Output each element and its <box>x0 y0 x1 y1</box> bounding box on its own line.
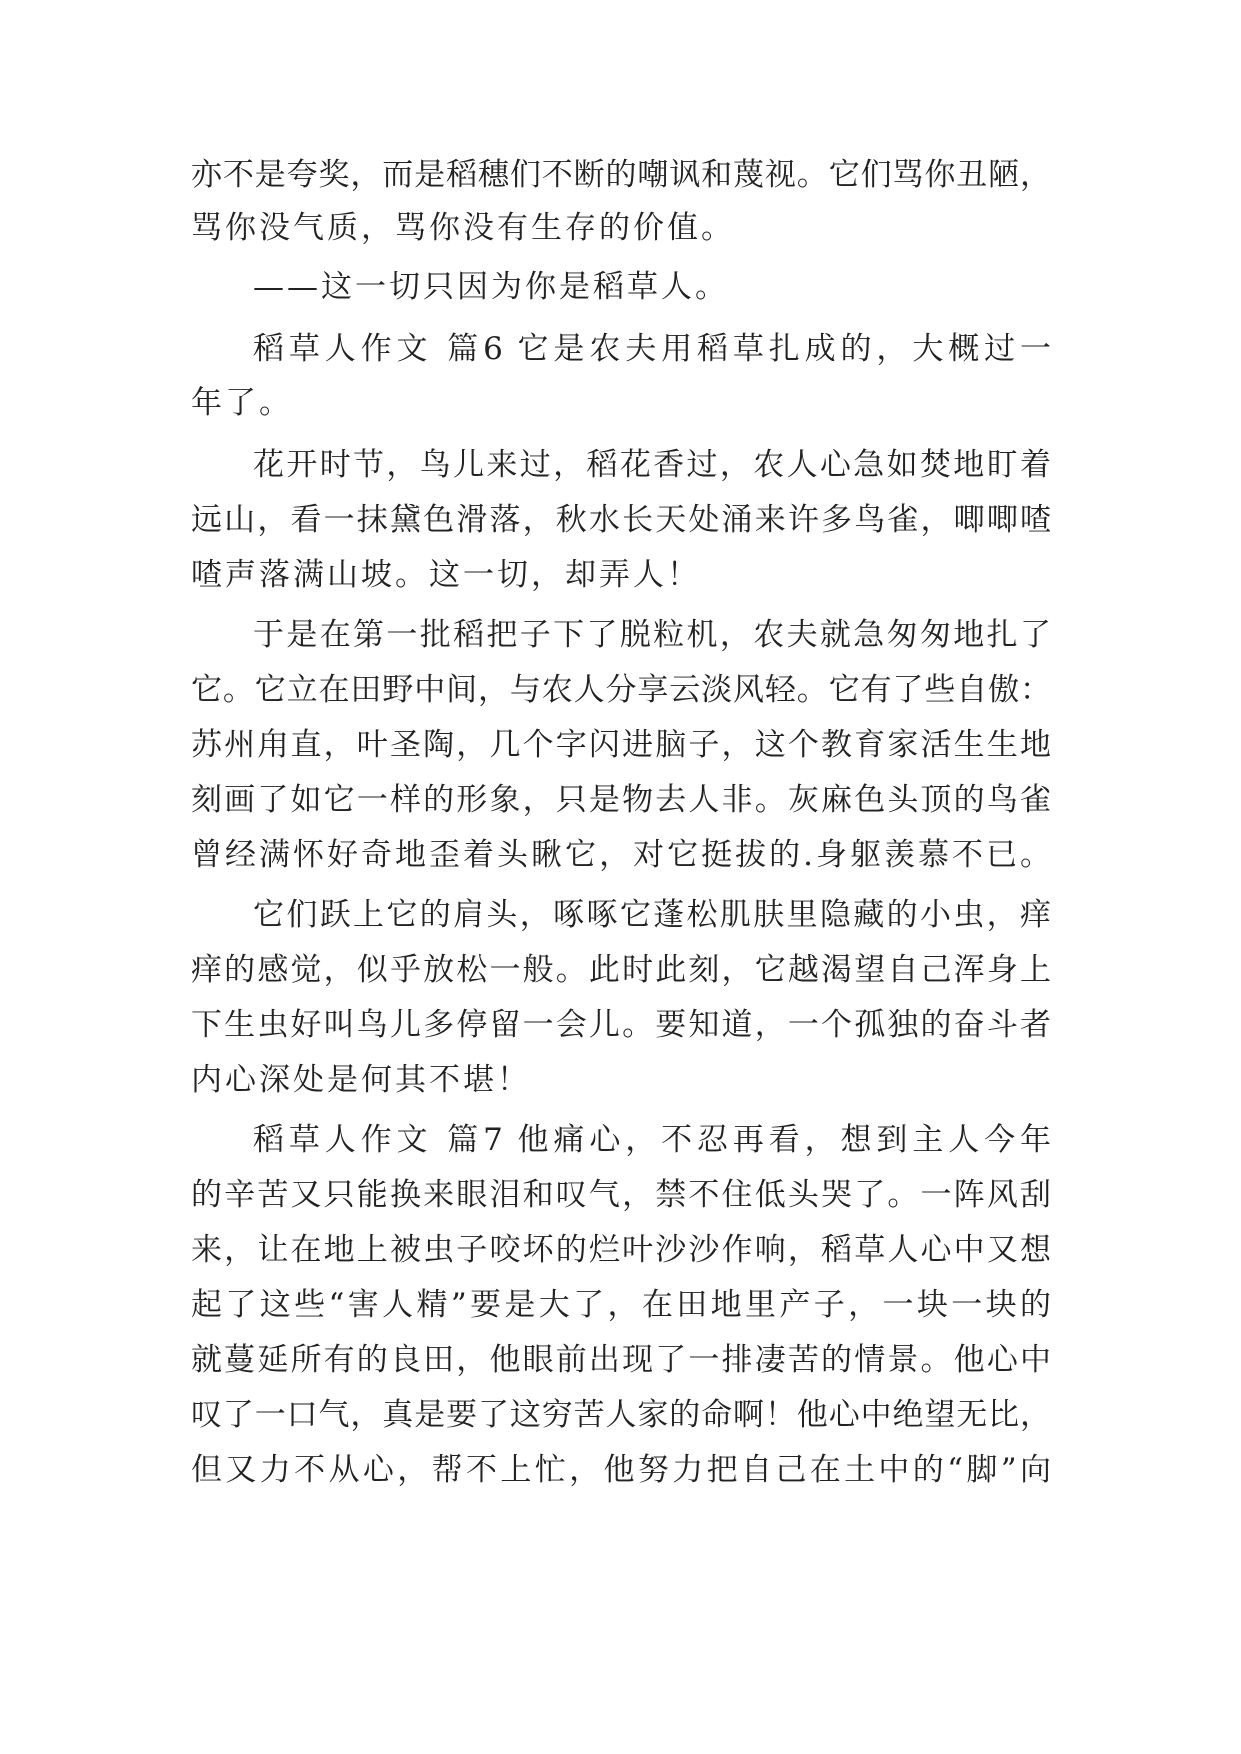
text-line <box>191 665 1051 715</box>
line-text: 骂你没气质，骂你没有生存的价值。 <box>191 210 735 246</box>
text-line <box>191 1445 1051 1495</box>
text-line <box>191 610 1051 660</box>
text-line <box>191 550 1051 600</box>
text-line <box>191 1280 1051 1330</box>
line-text: 花开时节，鸟儿来过，稻花香过，农人心急如焚地盯着 <box>253 447 1051 483</box>
line-text: 起了这些“害人精”要是大了，在田地里产子，一块一块的 <box>191 1287 1051 1323</box>
text-line <box>191 1335 1051 1385</box>
line-text: ——这一切只因为你是稻草人。 <box>253 269 729 305</box>
line-text: 于是在第一批稻把子下了脱粒机，农夫就急匆匆地扎了 <box>253 617 1051 653</box>
line-text: 稻草人作文 篇7 他痛心，不忍再看，想到主人今年 <box>253 1122 1051 1158</box>
text-line <box>191 1055 1051 1105</box>
line-text: 来，让在地上被虫子咬坏的烂叶沙沙作响，稻草人心中又想 <box>191 1232 1051 1268</box>
text-line <box>191 890 1051 940</box>
text-line <box>191 1000 1051 1050</box>
text-line <box>191 720 1051 770</box>
text-line <box>191 945 1051 995</box>
line-text: 就蔓延所有的良田，他眼前出现了一排凄苦的情景。他心中 <box>191 1342 1051 1378</box>
line-text: 苏州甪直，叶圣陶，几个字闪进脑子，这个教育家活生生地 <box>191 727 1051 763</box>
line-text: 它。它立在田野中间，与农人分享云淡风轻。它有了些自傲： <box>191 672 1051 708</box>
text-line <box>191 378 1051 428</box>
text-line <box>191 1170 1051 1220</box>
text-line <box>191 1225 1051 1275</box>
line-text: 喳声落满山坡。这一切，却弄人！ <box>191 557 701 593</box>
line-text: 内心深处是何其不堪！ <box>191 1062 531 1098</box>
line-text: 曾经满怀好奇地歪着头瞅它，对它挺拔的.身躯羡慕不已。 <box>191 837 1051 873</box>
text-line <box>191 203 1051 253</box>
text-line <box>191 495 1051 545</box>
section-heading-line <box>191 324 1051 374</box>
line-text: 稻草人作文 篇6 它是农夫用稻草扎成的，大概过一 <box>253 331 1051 367</box>
text-line <box>191 1390 1051 1440</box>
line-text: 它们跃上它的肩头，啄啄它蓬松肌肤里隐藏的小虫，痒 <box>253 897 1051 933</box>
line-text: 下生虫好叫鸟儿多停留一会儿。要知道，一个孤独的奋斗者 <box>191 1007 1051 1043</box>
section-heading-line <box>191 1115 1051 1165</box>
text-line <box>191 775 1051 825</box>
line-text: 刻画了如它一样的形象，只是物去人非。灰麻色头顶的鸟雀 <box>191 782 1051 818</box>
line-text: 亦不是夸奖，而是稻穗们不断的嘲讽和蔑视。它们骂你丑陋， <box>191 157 1051 193</box>
text-line <box>191 830 1051 880</box>
line-text: 远山，看一抹黛色滑落，秋水长天处涌来许多鸟雀，唧唧喳 <box>191 502 1051 538</box>
line-text: 的辛苦又只能换来眼泪和叹气，禁不住低头哭了。一阵风刮 <box>191 1177 1051 1213</box>
text-line <box>191 150 1051 200</box>
text-line <box>191 440 1051 490</box>
line-text: 痒的感觉，似乎放松一般。此时此刻，它越渴望自己浑身上 <box>191 952 1051 988</box>
text-line <box>191 262 1051 312</box>
line-text: 年了。 <box>191 385 293 421</box>
line-text: 但又力不从心，帮不上忙，他努力把自己在土中的“脚”向 <box>191 1452 1051 1488</box>
line-text: 叹了一口气，真是要了这穷苦人家的命啊！他心中绝望无比， <box>191 1397 1051 1433</box>
